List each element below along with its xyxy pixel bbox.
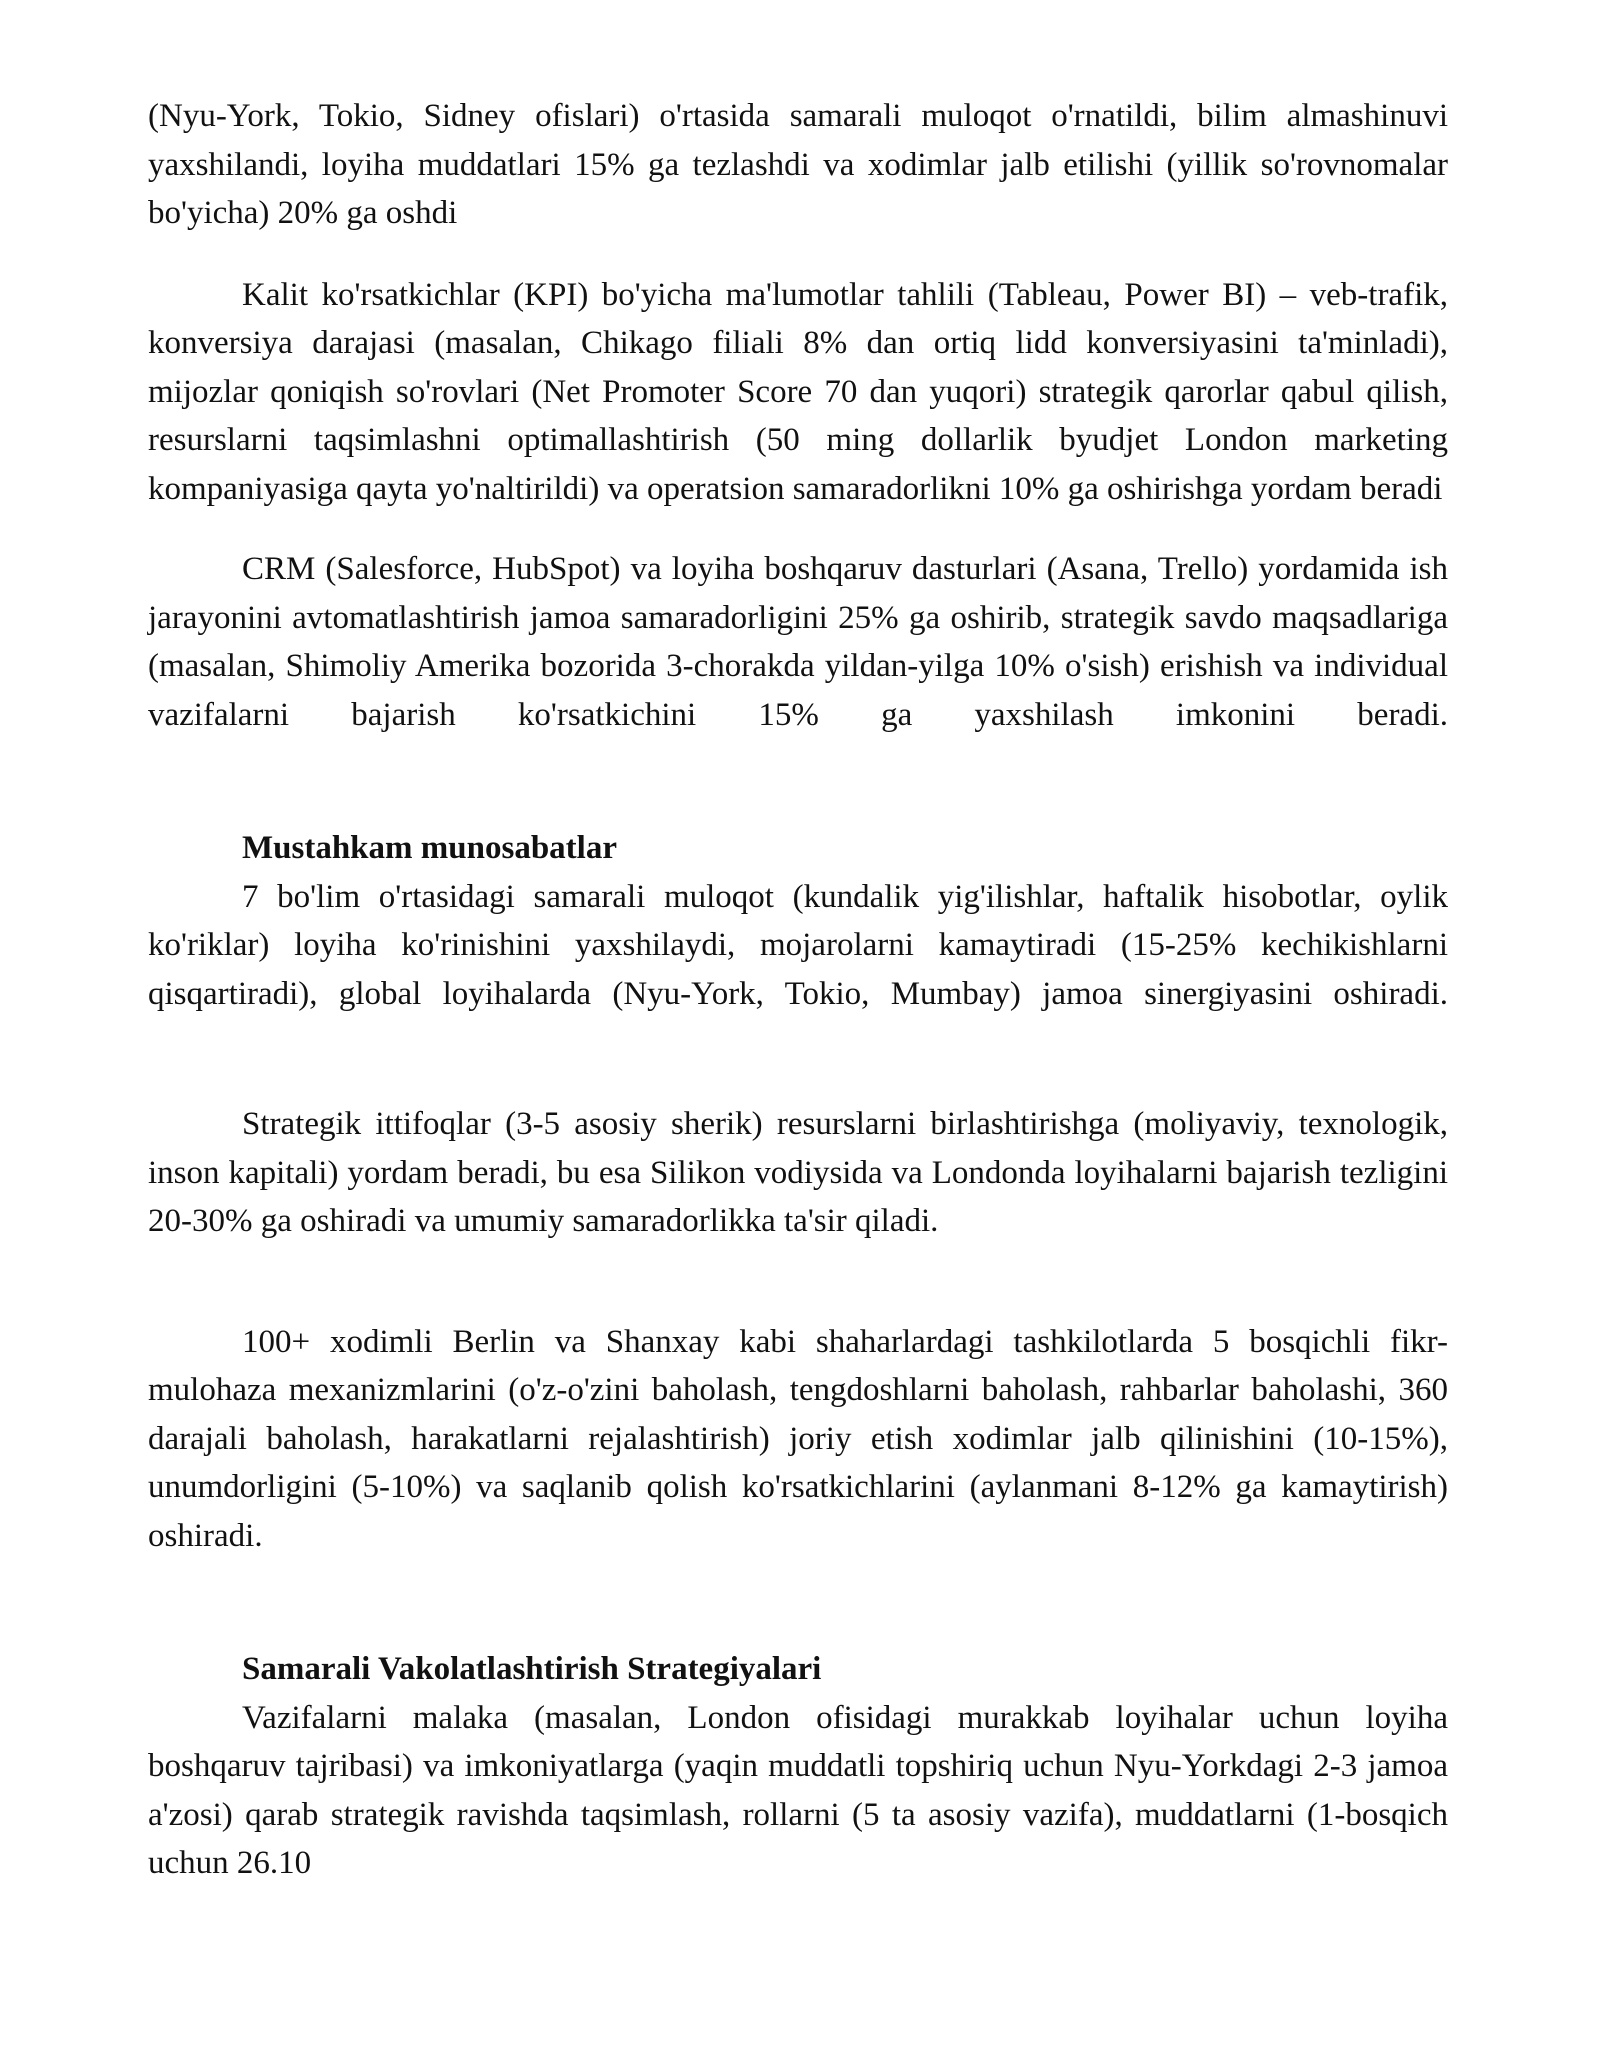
section-heading-strong-relationships: Mustahkam munosabatlar (242, 830, 617, 866)
paragraph-continuation: (Nyu-York, Tokio, Sidney ofislari) o'rtasida samarali muloqot o'rnatildi, bilim almashinuvi yaxshilandi, loyiha muddatlari 15% ga tezlashdi va xodimlar jalb etilishi (yillik so'rovnomalar bo'yicha) 20% ga oshdi (148, 98, 1448, 231)
paragraph-crm-automation: CRM (Salesforce, HubSpot) va loyiha boshqaruv dasturlari (Asana, Trello) yordamida ish jarayonini avtomatlashtirish jamoa samaradorligini 25% ga oshirib, strategik savdo maqsadlariga (masalan, Shimoliy Amerika bozorida 3-chorakda yildan-yilga 10% o'sish) erishish va individual vazifalarni bajarish ko'rsatkichini 15% ga yaxshilash imkonini beradi. (148, 551, 1448, 733)
paragraph-feedback-mechanisms: 100+ xodimli Berlin va Shanxay kabi shaharlardagi tashkilotlarda 5 bosqichli fikr-mulohaza mexanizmlarini (o'z-o'zini baholash, tengdoshlarni baholash, rahbarlar baholashi, 360 darajali baholash, harakatlarni rejalashtirish) joriy etish xodimlar jalb qilinishini (10-15%), unumdorligini (5-10%) va saqlanib qolish ko'rsatkichlarini (aylanmani 8-12% ga kamaytirish) oshiradi. (148, 1323, 1448, 1554)
section-heading-delegation-strategies: Samarali Vakolatlashtirish Strategiyalari (242, 1651, 822, 1687)
document-page (148, 92, 1448, 1888)
paragraph-task-delegation: Vazifalarni malaka (masalan, London ofisidagi murakkab loyihalar uchun loyiha boshqaruv tajribasi) va imkoniyatlarga (yaqin muddatli topshiriq uchun Nyu-Yorkdagi 2-3 jamoa a'zosi) qarab strategik ravishda taqsimlash, rollarni (5 ta asosiy vazifa), muddatlarni (1-bosqich uchun 26.10 (148, 1699, 1448, 1881)
paragraph-strategic-alliances: Strategik ittifoqlar (3-5 asosiy sherik) resurslarni birlashtirishga (moliyaviy, texnologik, inson kapitali) yordam beradi, bu esa Silikon vodiysida va Londonda loyihalarni bajarish tezligini 20-30% ga oshiradi va umumiy samaradorlikka ta'sir qiladi. (148, 1106, 1448, 1239)
paragraph-communication: 7 bo'lim o'rtasidagi samarali muloqot (kundalik yig'ilishlar, haftalik hisobotlar, oylik ko'riklar) loyiha ko'rinishini yaxshilaydi, mojarolarni kamaytiradi (15-25% kechikishlarni qisqartiradi), global loyihalarda (Nyu-York, Tokio, Mumbay) jamoa sinergiyasini oshiradi. (148, 878, 1448, 1012)
paragraph-kpi-analysis: Kalit ko'rsatkichlar (KPI) bo'yicha ma'lumotlar tahlili (Tableau, Power BI) – veb-trafik, konversiya darajasi (masalan, Chikago filiali 8% dan ortiq lidd konversiyasini ta'minladi), mijozlar qoniqish so'rovlari (Net Promoter Score 70 dan yuqori) strategik qarorlar qabul qilish, resurslarni taqsimlashni optimallashtirish (50 ming dollarlik byudjet London marketing kompaniyasiga qayta yo'naltirildi) va operatsion samaradorlikni 10% ga oshirishga yordam beradi (148, 276, 1448, 507)
